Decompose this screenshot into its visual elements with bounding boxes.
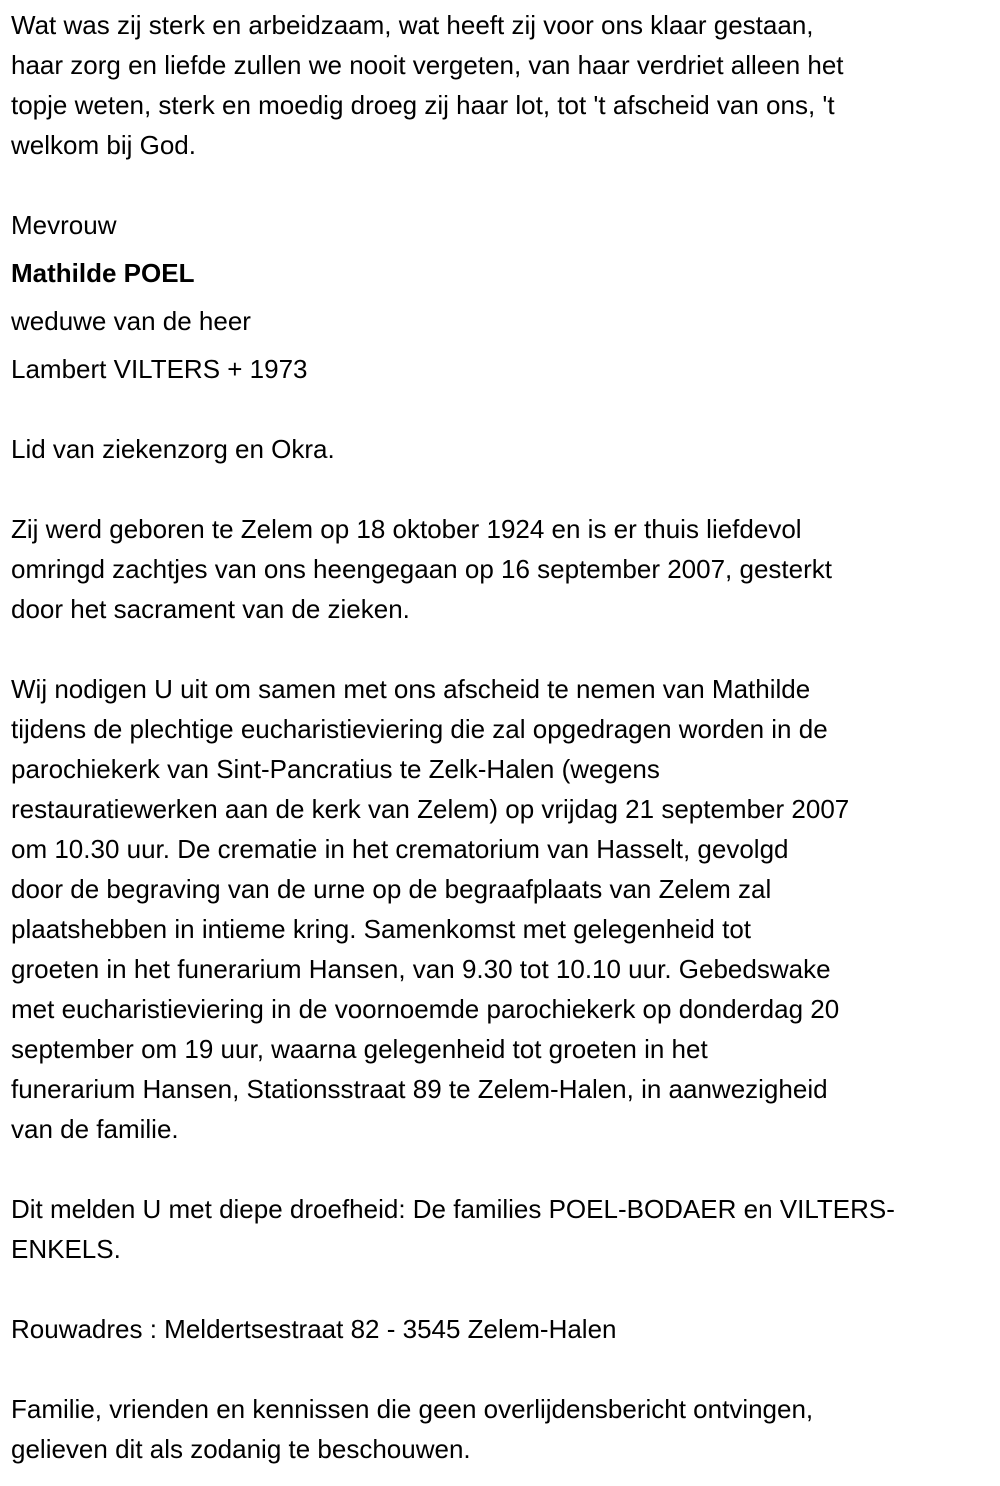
text-line: Wat was zij sterk en arbeidzaam, wat heeft zij voor ons klaar gestaan, (11, 10, 814, 40)
text-line: omringd zachtjes van ons heengegaan op 16 september 2007, gesterkt (11, 554, 832, 584)
text-line: gelieven dit als zodanig te beschouwen. (11, 1434, 471, 1464)
text-line: om 10.30 uur. De crematie in het crematorium van Hasselt, gevolgd (11, 834, 789, 864)
text-line: funerarium Hansen, Stationsstraat 89 te Zelem-Halen, in aanwezigheid (11, 1074, 828, 1104)
text-line: topje weten, sterk en moedig droeg zij haar lot, tot 't afscheid van ons, 't (11, 90, 835, 120)
address-paragraph (11, 1309, 1000, 1349)
text-line: Familie, vrienden en kennissen die geen overlijdensbericht ontvingen, (11, 1394, 814, 1424)
poem-paragraph (11, 5, 1000, 165)
text-line: restauratiewerken aan de kerk van Zelem) op vrijdag 21 september 2007 (11, 794, 850, 824)
salutation: Mevrouw (11, 210, 117, 240)
text-line: groeten in het funerarium Hansen, van 9.30 tot 10.10 uur. Gebedswake (11, 954, 831, 984)
text-line: ENKELS. (11, 1234, 121, 1264)
text-line: van de familie. (11, 1114, 179, 1144)
text-line: Dit melden U met diepe droefheid: De families POEL-BODAER en VILTERS- (11, 1194, 895, 1224)
text-line: door de begraving van de urne op de begraafplaats van Zelem zal (11, 874, 772, 904)
text-line: tijdens de plechtige eucharistieviering die zal opgedragen worden in de (11, 714, 828, 744)
text-line: Zij werd geboren te Zelem op 18 oktober 1924 en is er thuis liefdevol (11, 514, 802, 544)
text-line: parochiekerk van Sint-Pancratius te Zelk-Halen (wegens (11, 754, 660, 784)
text-line: plaatshebben in intieme kring. Samenkomst met gelegenheid tot (11, 914, 751, 944)
text-line: door het sacrament van de zieken. (11, 594, 410, 624)
spouse: Lambert VILTERS + 1973 (11, 354, 308, 384)
text-line: Lid van ziekenzorg en Okra. (11, 434, 335, 464)
relation: weduwe van de heer (11, 306, 251, 336)
birth-death-paragraph (11, 509, 1000, 629)
closing-paragraph (11, 1389, 1000, 1469)
announcement-paragraph (11, 1189, 1000, 1269)
deceased-name: Mathilde POEL (11, 258, 195, 288)
text-line: met eucharistieviering in de voornoemde parochiekerk op donderdag 20 (11, 994, 840, 1024)
ceremony-paragraph (11, 669, 1000, 1149)
text-line: haar zorg en liefde zullen we nooit vergeten, van haar verdriet alleen het (11, 50, 844, 80)
text-line: september om 19 uur, waarna gelegenheid tot groeten in het (11, 1034, 708, 1064)
text-line: Wij nodigen U uit om samen met ons afscheid te nemen van Mathilde (11, 674, 811, 704)
membership-paragraph (11, 429, 1000, 469)
name-block (11, 205, 1000, 389)
text-line: Rouwadres : Meldertsestraat 82 - 3545 Zelem-Halen (11, 1314, 617, 1344)
text-line: welkom bij God. (11, 130, 196, 160)
